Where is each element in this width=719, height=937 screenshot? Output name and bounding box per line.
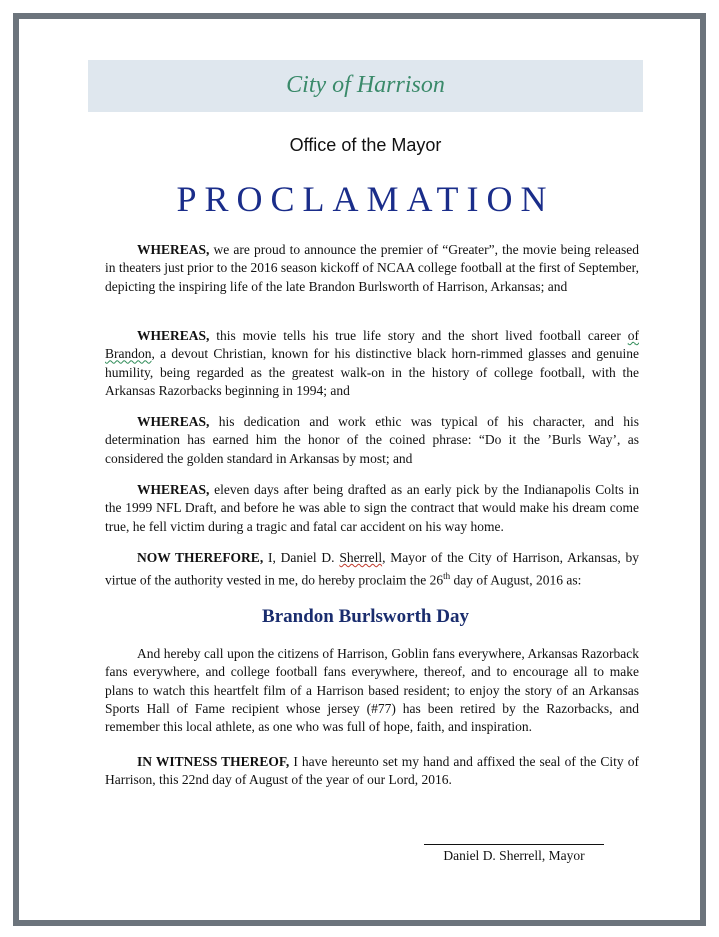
city-name: City of Harrison <box>286 72 445 98</box>
paragraph-lead: IN WITNESS THEREOF, <box>137 754 290 769</box>
day-title: Brandon Burlsworth Day <box>262 606 469 627</box>
paragraph-lead: WHEREAS, <box>137 482 210 497</box>
grammar-flag-word: of <box>627 328 639 343</box>
paragraph-whereas-4 <box>105 481 639 536</box>
paragraph-text: And hereby call upon the citizens of Harrison, Goblin fans everywhere, Arkansas Razorback fans everywhere, and college football fans everywhere, thereof, and to encourage all to make plans to watch this heartfelt film of a Harrison based resident; to enjoy the story of an Arkansas Sports Hall of Fame recipient whose jersey (#77) has been retired by the Razorbacks, and remember this local athlete, as one who was full of hope, faith, and inspiration. <box>105 646 639 735</box>
paragraph-lead: WHEREAS, <box>137 328 210 343</box>
paragraph-in-witness <box>105 753 639 790</box>
grammar-flag-word: Brandon <box>105 346 152 362</box>
paragraph-whereas-3 <box>105 413 639 468</box>
paragraph-now-therefore <box>105 549 639 590</box>
paragraph-text: his dedication and work ethic was typical of his character, and his determination has earned him the honor of the coined phrase: “Do it the ’Burls Way’, as considered the golden standard in Arkansas by most; and <box>105 414 639 466</box>
paragraph-call-upon <box>105 645 639 736</box>
paragraph-lead: WHEREAS, <box>137 242 210 257</box>
signature-name: Daniel D. Sherrell, Mayor <box>443 848 585 863</box>
paragraph-text: I, Daniel D. <box>263 550 340 565</box>
paragraph-text: we are proud to announce the premier of “Greater”, the movie being released in theaters just prior to the 2016 season kickoff of NCAA college football at the first of September, depicting the inspiring life of the late Brandon Burlsworth of Harrison, Arkansas; and <box>105 242 639 294</box>
paragraph-text: day of August, 2016 as: <box>450 572 582 588</box>
proclamation-title: PROCLAMATION <box>176 179 555 219</box>
paragraph-lead: WHEREAS, <box>137 414 210 429</box>
paragraph-lead: NOW THEREFORE, <box>137 550 264 565</box>
paragraph-whereas-1 <box>105 241 639 296</box>
ordinal-suffix: th <box>443 571 451 582</box>
paragraph-text: eleven days after being drafted as an early pick by the Indianapolis Colts in the 1999 NFL Draft, and before he was able to sign the contract that would make his dream come true, he fell victim during a tragic and fatal car accident on his way home. <box>105 482 639 534</box>
paragraph-whereas-2 <box>105 327 639 400</box>
spelling-flag-word: Sherrell <box>339 550 383 565</box>
paragraph-text: this movie tells his true life story and the short lived football career <box>209 328 628 343</box>
document-frame <box>13 13 706 926</box>
signature-line <box>424 844 604 845</box>
paragraph-text: I have hereunto set my hand and affixed the seal of the City of Harrison, this 22nd day of August of the year of our Lord, 2016. <box>105 754 639 788</box>
paragraph-text: , Mayor of the City of Harrison, Arkansas, by virtue of the authority vested in me, do hereby proclaim the 26 <box>105 550 639 588</box>
header-banner <box>88 60 643 112</box>
office-title: Office of the Mayor <box>289 135 442 155</box>
paragraph-text: , a devout Christian, known for his distinctive black horn-rimmed glasses and genuine humility, being regarded as the greatest walk-on in the history of college football, with the Arkansas Razorbacks beginning in 1994; and <box>105 346 639 398</box>
